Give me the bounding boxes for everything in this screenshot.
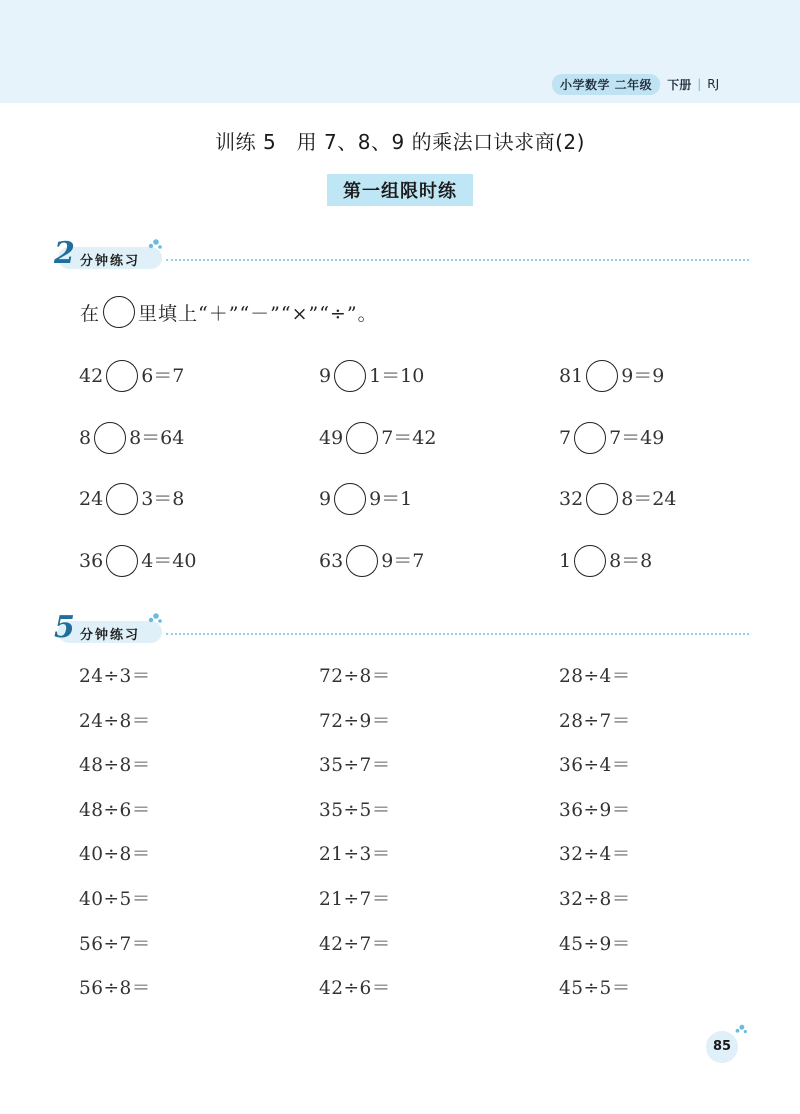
operator-blank[interactable]: [106, 483, 138, 515]
equation-item: [559, 542, 799, 580]
operator-blank[interactable]: [334, 360, 366, 392]
section1-minutes: 2: [54, 236, 75, 271]
equation-right: 7＝49: [609, 426, 665, 449]
division-item: 48÷6＝: [79, 799, 151, 821]
equation-right: 9＝9: [621, 365, 665, 387]
equation-item: [79, 480, 319, 518]
instruction-before: 在: [80, 302, 101, 325]
section1-header: [54, 238, 749, 278]
splash-icon: [147, 236, 163, 252]
equation-left: 9: [319, 365, 332, 387]
page-subtitle: 第一组限时练: [327, 174, 473, 206]
operator-blank[interactable]: [94, 422, 126, 454]
division-item: 72÷8＝: [319, 666, 391, 687]
equation-left: 81: [559, 365, 584, 387]
section1-label: 分钟练习: [80, 254, 141, 269]
equation-item: [319, 419, 559, 457]
equation-left: 7: [559, 426, 572, 449]
division-item: 40÷8＝: [79, 844, 151, 866]
section2-label: 分钟练习: [80, 628, 141, 643]
division-item: 36÷4＝: [559, 755, 631, 777]
operator-blank[interactable]: [106, 360, 138, 392]
division-item: 56÷8＝: [79, 978, 151, 1000]
subject-pill: 小学数学 二年级: [552, 74, 660, 95]
division-item: 24÷3＝: [79, 666, 151, 687]
operator-blank[interactable]: [574, 545, 606, 577]
division-item: 42÷6＝: [319, 978, 391, 1000]
equation-item: [559, 357, 799, 395]
division-item: 24÷8＝: [79, 710, 151, 732]
equation-left: 36: [79, 549, 104, 572]
equation-right: 8＝24: [621, 488, 677, 510]
operator-blank[interactable]: [334, 483, 366, 515]
equation-right: 8＝64: [129, 426, 185, 449]
division-item: 28÷4＝: [559, 666, 631, 687]
equation-left: 49: [319, 426, 344, 449]
division-item: 35÷7＝: [319, 755, 391, 777]
section1-badge: [54, 236, 162, 272]
equation-right: 8＝8: [609, 549, 653, 572]
operator-blank[interactable]: [586, 360, 618, 392]
equation-right: 1＝10: [369, 365, 425, 387]
example-circle: [103, 296, 135, 328]
division-item: 21÷7＝: [319, 888, 391, 910]
equation-right: 7＝42: [381, 426, 437, 449]
dotted-divider: [166, 633, 749, 635]
dotted-divider: [166, 259, 749, 261]
division-item: 35÷5＝: [319, 799, 391, 821]
header-separator: |: [697, 77, 702, 91]
equation-item: [79, 542, 319, 580]
operator-blank[interactable]: [586, 483, 618, 515]
division-exercises: [79, 664, 799, 1021]
equation-right: 9＝7: [381, 549, 425, 572]
equation-item: [319, 480, 559, 518]
page-number: 85: [706, 1031, 738, 1063]
operator-blank[interactable]: [346, 545, 378, 577]
equation-item: [79, 419, 319, 457]
splash-icon: [734, 1022, 748, 1036]
division-item: 32÷4＝: [559, 844, 631, 866]
equation-item: [559, 480, 799, 518]
equation-right: 3＝8: [141, 488, 185, 510]
header-tag: [552, 74, 719, 94]
splash-icon: [147, 610, 163, 626]
division-item: 36÷9＝: [559, 799, 631, 821]
page-title: 训练 5 用 7、8、9 的乘法口诀求商(2): [215, 130, 585, 154]
edition-label: RJ: [707, 77, 720, 91]
operator-blank[interactable]: [574, 422, 606, 454]
division-item: 45÷5＝: [559, 978, 631, 1000]
division-item: 45÷9＝: [559, 933, 631, 955]
equation-item: [319, 357, 559, 395]
equation-left: 63: [319, 549, 344, 572]
section2-badge: [54, 610, 162, 646]
instruction: [80, 296, 378, 328]
volume-label: 下册: [667, 77, 692, 92]
equation-left: 42: [79, 365, 104, 387]
equation-left: 1: [559, 549, 572, 572]
equation-right: 9＝1: [369, 488, 413, 510]
section2-header: [54, 612, 749, 652]
division-item: 40÷5＝: [79, 888, 151, 910]
division-item: 56÷7＝: [79, 933, 151, 955]
division-item: 72÷9＝: [319, 710, 391, 732]
equation-item: [79, 357, 319, 395]
instruction-after: 里填上“＋”“－”“×”“÷”。: [138, 302, 378, 325]
division-item: 28÷7＝: [559, 710, 631, 732]
division-item: 21÷3＝: [319, 844, 391, 866]
equation-right: 4＝40: [141, 549, 197, 572]
operator-exercises: [79, 357, 799, 603]
subtitle-wrap: [0, 174, 800, 206]
equation-item: [559, 419, 799, 457]
division-item: 48÷8＝: [79, 755, 151, 777]
division-item: 42÷7＝: [319, 933, 391, 955]
equation-left: 24: [79, 488, 104, 510]
equation-left: 9: [319, 488, 332, 510]
division-item: 32÷8＝: [559, 888, 631, 910]
equation-item: [319, 542, 559, 580]
equation-left: 32: [559, 488, 584, 510]
section2-minutes: 5: [54, 610, 75, 645]
operator-blank[interactable]: [346, 422, 378, 454]
equation-right: 6＝7: [141, 365, 185, 387]
equation-left: 8: [79, 426, 92, 449]
operator-blank[interactable]: [106, 545, 138, 577]
